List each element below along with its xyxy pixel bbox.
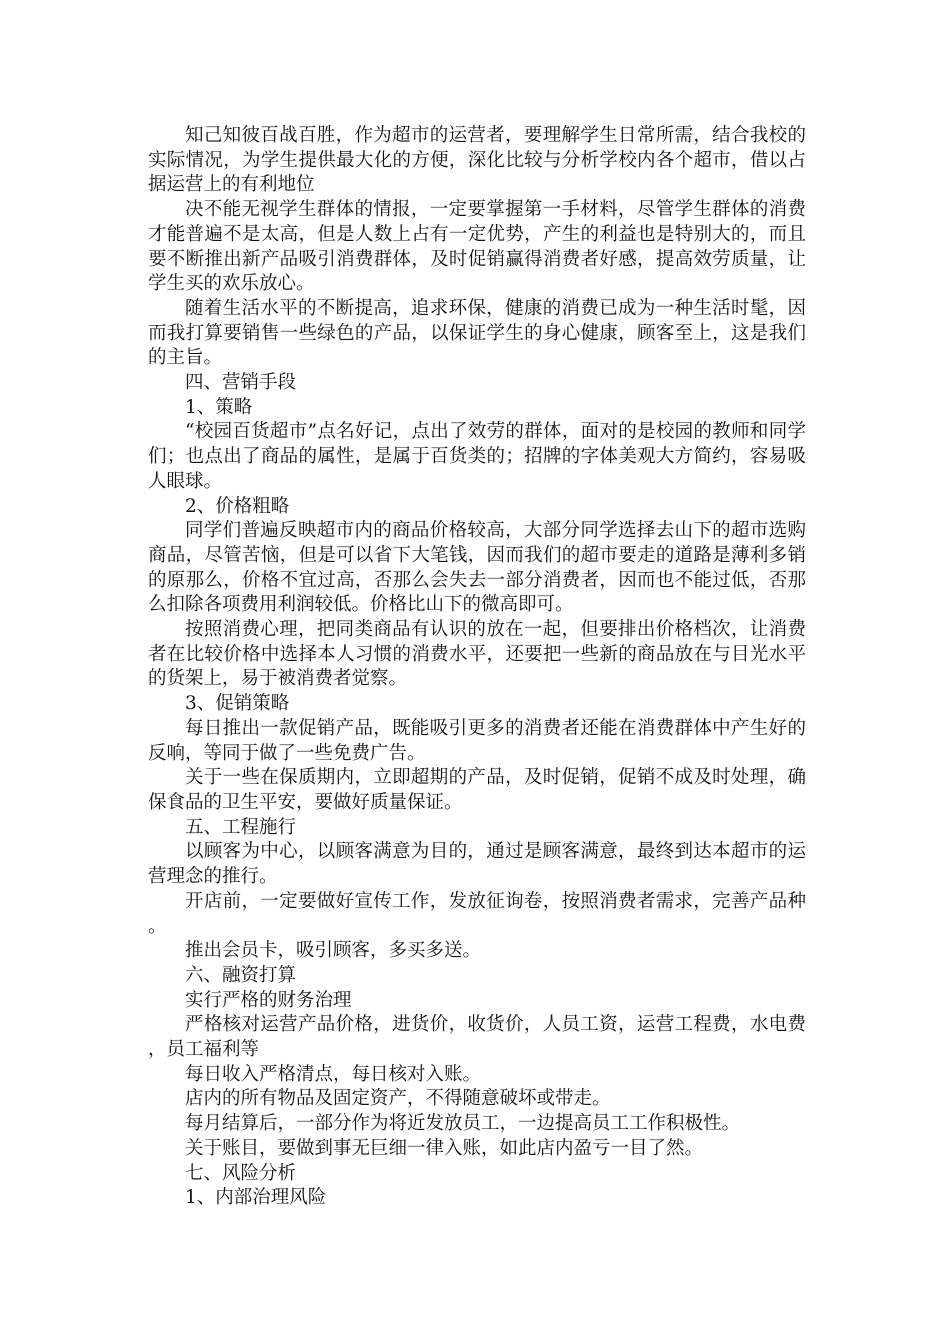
paragraph: 按照消费心理，把同类商品有认识的放在一起，但要排出价格档次，让消费者在比较价格中选择本人习惯的消费水平，还要把一些新的商品放在与目光水平的货架上，易于被消费者觉察。: [148, 619, 806, 690]
paragraph: “校园百货超市”点名好记，点出了效劳的群体，面对的是校园的教师和同学们；也点出了商品的属性，是属于百货类的；招牌的字体美观大方简约，容易吸人眼球。: [148, 421, 806, 492]
paragraph: 同学们普遍反映超市内的商品价格较高，大部分同学选择去山下的超市选购商品，尽管苦恼，但是可以省下大笔钱，因而我们的超市要走的道路是薄利多销的原那么，价格不宜过高，否那么会失去一部分消费者，因而也不能过低，否那么扣除各项费用利润较低。价格比山下的微高即可。: [148, 520, 806, 616]
paragraph: 决不能无视学生群体的情报，一定要掌握第一手材料，尽管学生群体的消费才能普遍不是太高，但是人数上占有一定优势，产生的利益也是特别大的，而且要不断推出新产品吸引消费群体，及时促销赢得消费者好感，提高效劳质量，让学生买的欢乐放心。: [148, 199, 806, 295]
paragraph: 推出会员卡，吸引顾客，多买多送。: [185, 940, 482, 962]
paragraph: 知己知彼百战百胜，作为超市的运营者，要理解学生日常所需，结合我校的实际情况，为学生提供最大化的方便，深化比较与分析学校内各个超市，借以占据运营上的有利地位: [148, 125, 806, 196]
paragraph: 关于账目，要做到事无巨细一律入账，如此店内盈亏一目了然。: [185, 1137, 704, 1159]
paragraph: 以顾客为中心，以顾客满意为目的，通过是顾客满意，最终到达本超市的运营理念的推行。: [148, 841, 806, 888]
paragraph: 店内的所有物品及固定资产，不得随意破坏或带走。: [185, 1088, 611, 1110]
paragraph: 每月结算后，一部分作为将近发放员工，一边提高员工工作积极性。: [185, 1113, 741, 1135]
paragraph: 每日收入严格清点，每日核对入账。: [185, 1063, 482, 1085]
document-body: [148, 124, 806, 1211]
paragraph: 实行严格的财务治理: [185, 989, 352, 1011]
paragraph: 关于一些在保质期内，立即超期的产品，及时促销，促销不成及时处理，确保食品的卫生平安，要做好质量保证。: [148, 767, 806, 813]
section-heading: 四、营销手段: [185, 372, 297, 394]
paragraph: 开店前，一定要做好宣传工作，发放征询卷，按照消费者需求，完善产品种。: [148, 890, 806, 937]
subsection-heading: 2、价格粗略: [185, 495, 290, 517]
section-heading: 六、融资打算: [185, 964, 297, 986]
subsection-heading: 1、策略: [185, 396, 253, 418]
paragraph: 严格核对运营产品价格，进货价，收货价，人员工资，运营工程费，水电费，员工福利等: [148, 1014, 806, 1061]
section-heading: 五、工程施行: [185, 816, 297, 838]
subsection-heading: 3、促销策略: [185, 693, 290, 715]
section-heading: 七、风险分析: [185, 1162, 297, 1184]
subsection-heading: 1、内部治理风险: [185, 1187, 327, 1209]
paragraph: 每日推出一款促销产品，既能吸引更多的消费者还能在消费群体中产生好的反响，等同于做了一些免费广告。: [148, 717, 806, 764]
paragraph: 随着生活水平的不断提高，追求环保，健康的消费已成为一种生活时髦，因而我打算要销售一些绿色的产品，以保证学生的身心健康，顾客至上，这是我们的主旨。: [148, 297, 806, 369]
